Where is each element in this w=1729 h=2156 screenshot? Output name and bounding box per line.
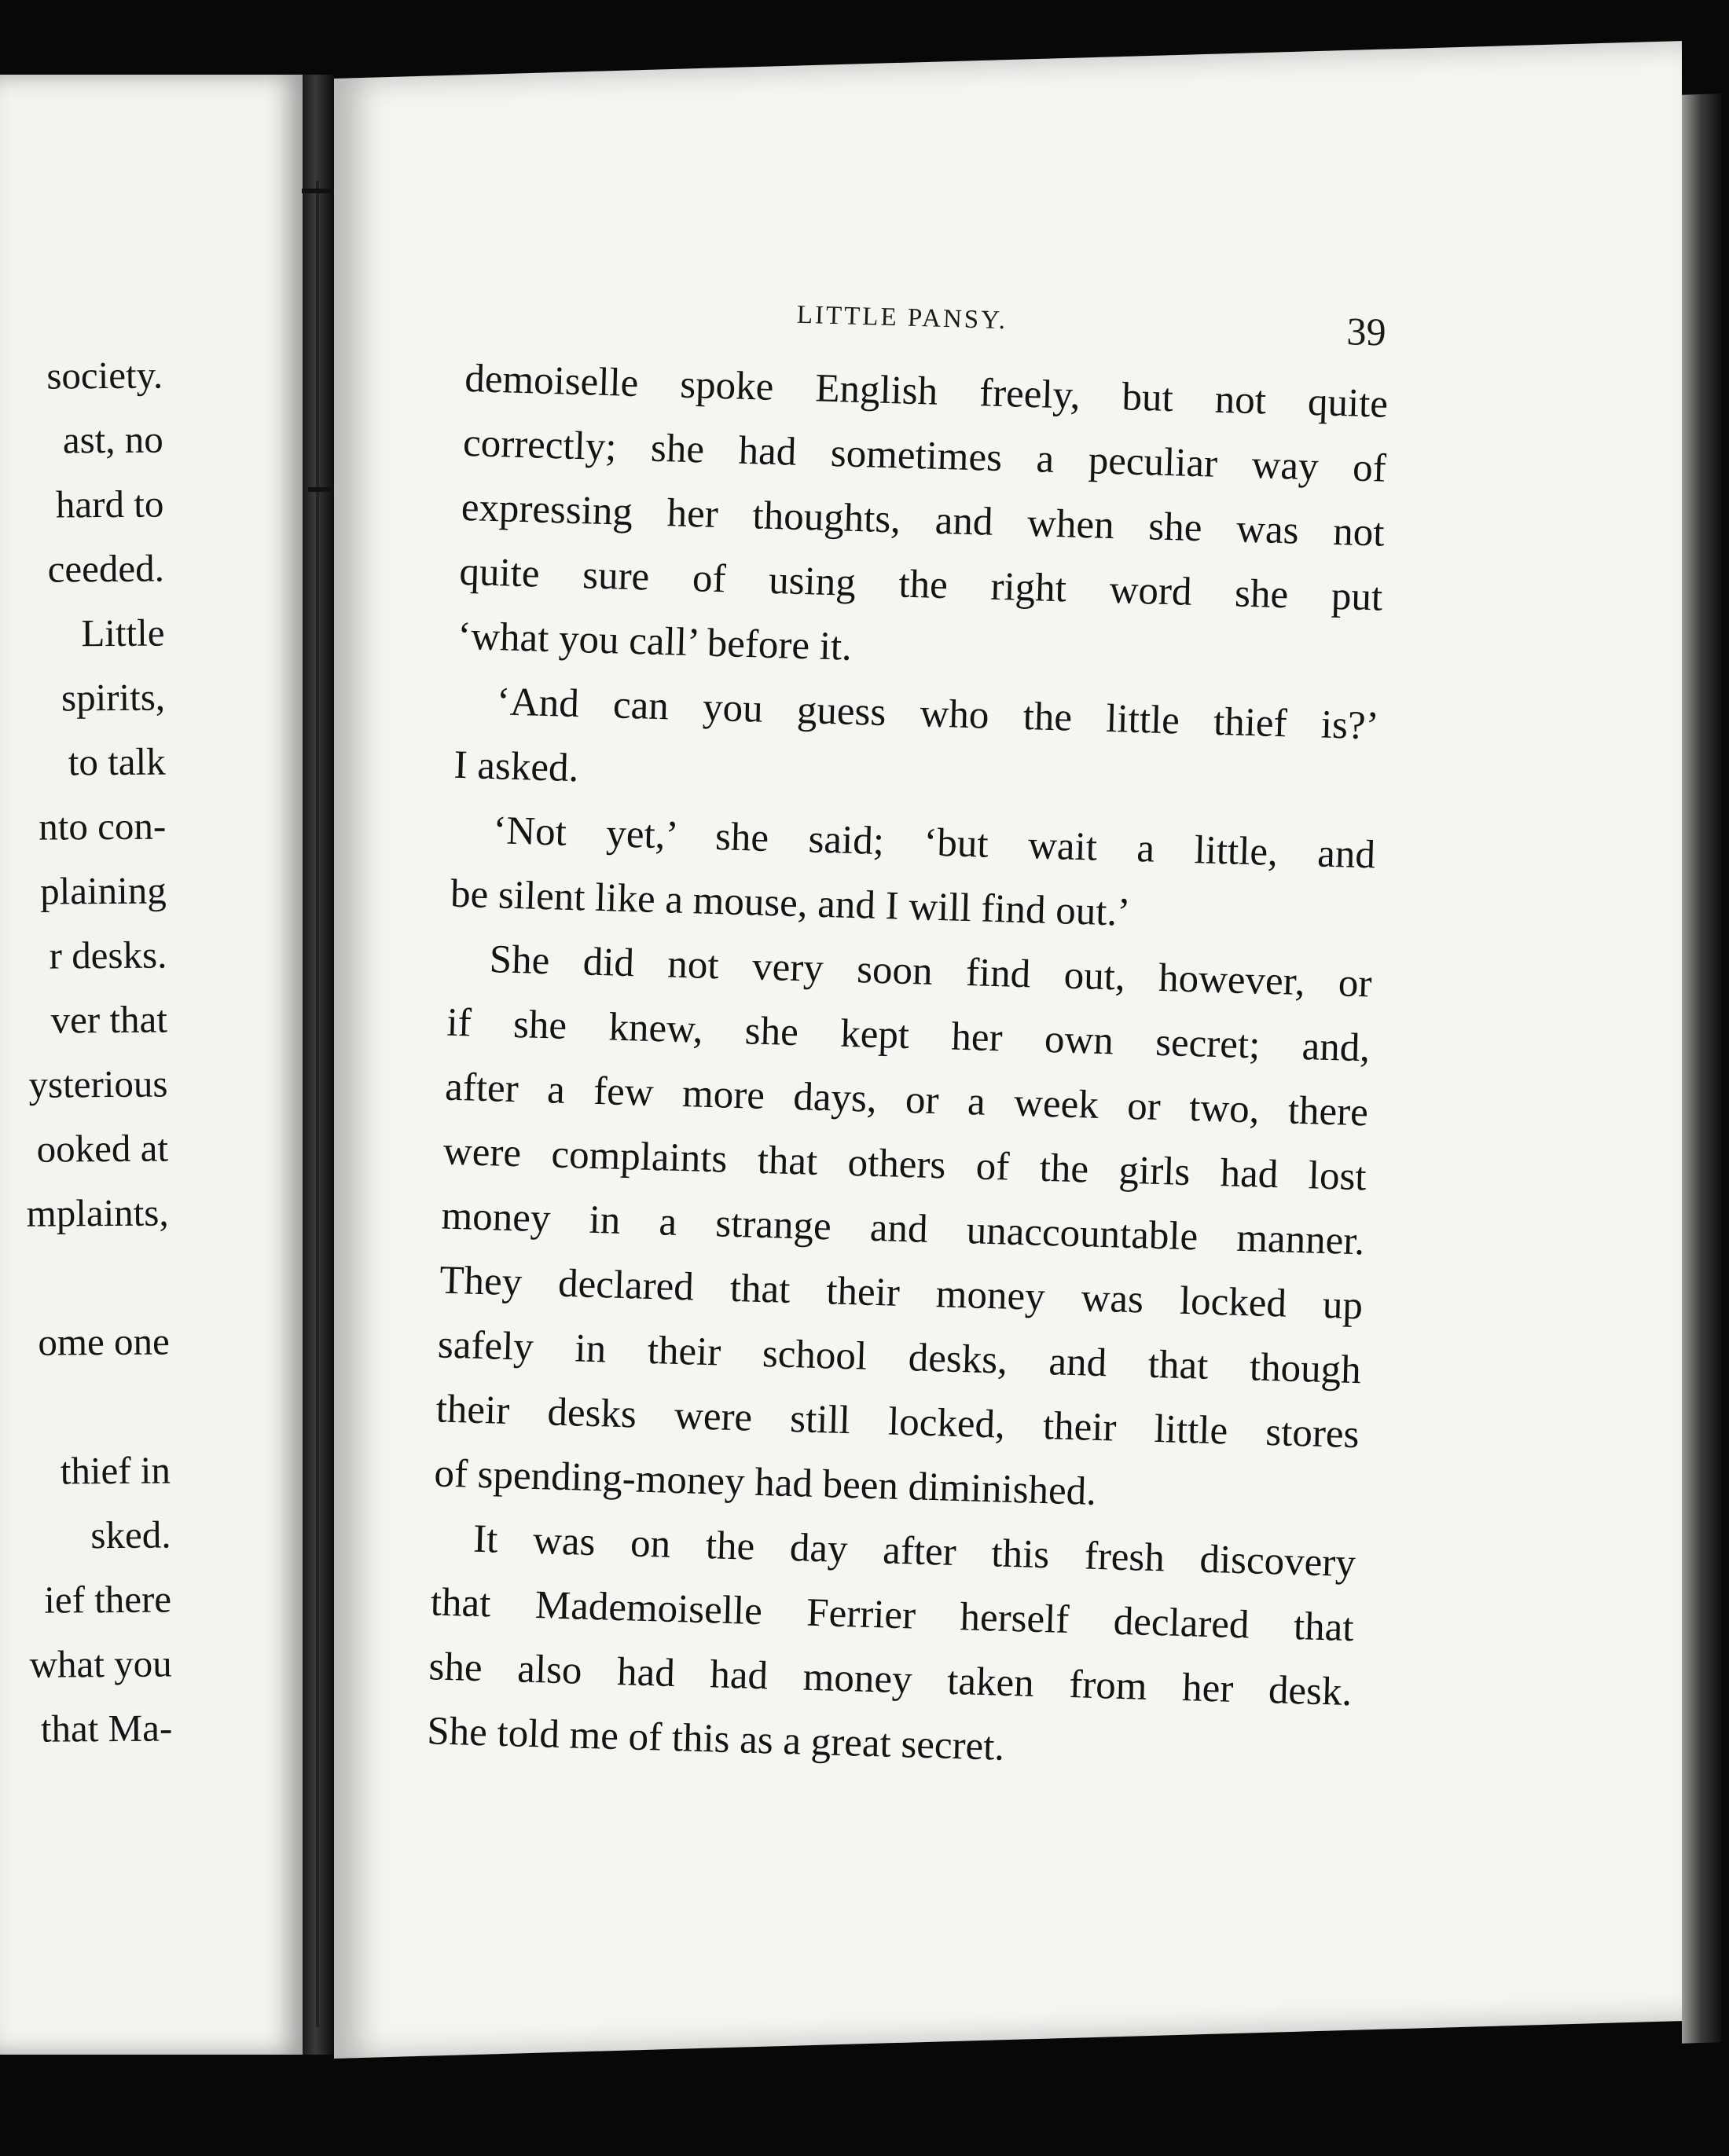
text-line: She did not very soon find out, however, or [489, 937, 1373, 1006]
text-line: money in a strange and unaccountable manner. [440, 1194, 1366, 1264]
page-number: 39 [1345, 309, 1387, 354]
page-edge-shadow [1682, 94, 1721, 2043]
left-line: plaining [39, 868, 167, 913]
text-line: if she knew, she kept her own secret; and, [446, 1000, 1371, 1071]
left-line: spirits, [61, 675, 166, 720]
left-line: ome one [38, 1319, 170, 1364]
left-line: ysterious [28, 1062, 168, 1106]
text-line: quite sure of using the right word she put [458, 549, 1383, 620]
text-line: their desks were still locked, their little stores [435, 1387, 1360, 1458]
left-line: ast, no [62, 417, 163, 462]
text-line: ‘And can you guess who the little thief is?’ [496, 680, 1380, 749]
left-line: to talk [68, 739, 166, 784]
text-line: expressing her thoughts, and when she was not [461, 485, 1386, 556]
body-text [426, 346, 1389, 1789]
text-line: she also had had money taken from her desk. [428, 1644, 1353, 1715]
left-line: ver that [50, 997, 168, 1042]
left-line: sked. [90, 1512, 171, 1557]
text-line: safely in their school desks, and that though [437, 1322, 1362, 1393]
text-line: be silent like a mouse, and I will find out.’ [450, 871, 1132, 935]
running-head: LITTLE PANSY. [796, 300, 1008, 336]
text-line: were complaints that others of the girls had lost [442, 1129, 1367, 1200]
text-line: demoiselle spoke English freely, but not quite [464, 356, 1389, 427]
binding-thread [316, 181, 319, 2027]
text-line: after a few more days, or a week or two, there [444, 1065, 1369, 1135]
left-line: nto con- [39, 804, 167, 849]
text-line: correctly; she had sometimes a peculiar way of [462, 420, 1387, 491]
left-line: society. [46, 353, 163, 398]
left-line: thief in [60, 1448, 171, 1493]
text-line: They declared that their money was locked up [439, 1258, 1364, 1329]
text-line: I asked. [453, 742, 580, 791]
text-line: ‘Not yet,’ she said; ‘but wait a little, and [492, 808, 1376, 878]
left-line: ooked at [36, 1126, 169, 1171]
text-line: that Mademoiselle Ferrier herself declared that [430, 1580, 1355, 1651]
text-line: It was on the day after this fresh discovery [472, 1516, 1356, 1586]
binding-stitch [302, 189, 336, 193]
left-line: mplaints, [26, 1190, 169, 1235]
left-line: ief there [44, 1577, 172, 1622]
text-line: She told me of this as a great secret. [426, 1709, 1005, 1769]
left-line: ceeded. [47, 546, 165, 591]
left-line: hard to [55, 482, 164, 526]
left-line: that Ma- [40, 1706, 173, 1751]
left-page-text [0, 351, 303, 1751]
text-line: of spending-money had been diminished. [433, 1451, 1097, 1514]
left-line: r desks. [49, 933, 167, 977]
left-line: what you [29, 1641, 172, 1686]
text-line: ‘what you call’ before it. [457, 614, 853, 669]
left-line: Little [81, 610, 165, 655]
facing-left-page [0, 75, 303, 2055]
